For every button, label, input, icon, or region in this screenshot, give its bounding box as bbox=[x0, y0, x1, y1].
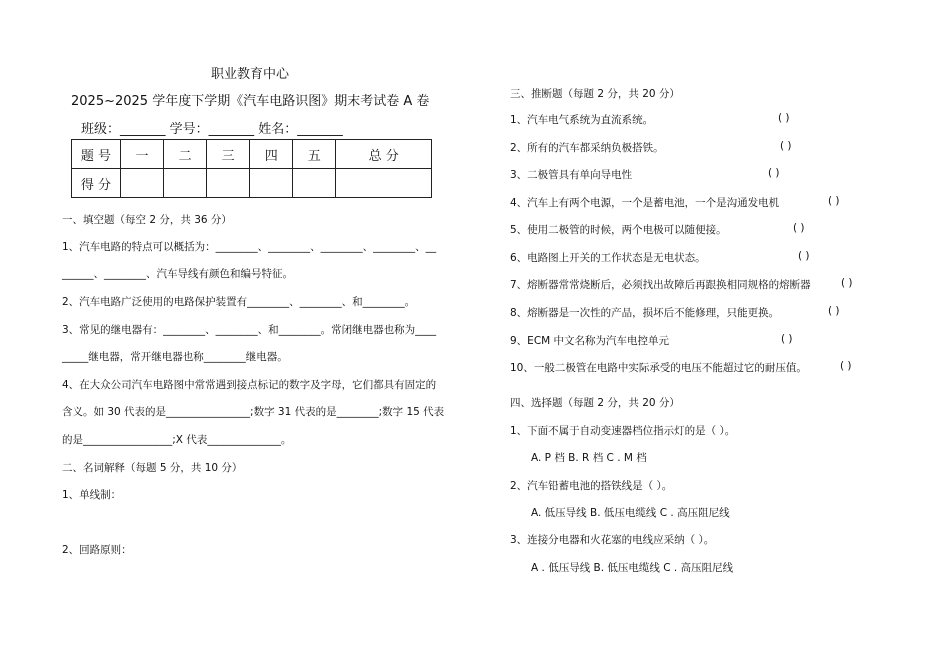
judgment-mark[interactable]: ( ) bbox=[798, 250, 810, 262]
choice-question: 3、连接分电器和火花塞的电线应采纳（ ）。 bbox=[510, 534, 715, 546]
judgment-item: 1、汽车电气系统为直流系统。 bbox=[510, 114, 654, 126]
section1-line: 含义。如 30 代表的是________________;数字 31 代表的是________;数字 15 代表 bbox=[62, 406, 445, 418]
score-row-label: 得 分 bbox=[72, 169, 121, 198]
score-cell: 总 分 bbox=[336, 140, 432, 169]
judgment-item: 3、二极管具有单向导电性 bbox=[510, 169, 633, 181]
judgment-item: 8、熔断器是一次性的产品，损坏后不能修理，只能更换。 bbox=[510, 307, 780, 319]
section1-line: ______、________、汽车导线有颜色和编号特征。 bbox=[62, 268, 293, 280]
choice-options: A . 低压导线 B. 低压电缆线 C . 高压阻尼线 bbox=[531, 562, 734, 574]
choice-question: 2、汽车铅蓄电池的搭铁线是（ ）。 bbox=[510, 480, 673, 492]
score-cell: 一 bbox=[121, 140, 164, 169]
section1-line: 3、常见的继电器有：________、________、和________。常闭继电器也称为____ bbox=[62, 324, 437, 336]
judgment-mark[interactable]: ( ) bbox=[840, 360, 852, 372]
judgment-mark[interactable]: ( ) bbox=[778, 112, 790, 124]
choice-question: 1、下面不属于自动变速器档位指示灯的是（ ）。 bbox=[510, 425, 736, 437]
score-input-cell[interactable] bbox=[207, 169, 250, 198]
section1-line: 2、汽车电路广泛使用的电路保护装置有________、________、和________。 bbox=[62, 296, 416, 308]
judgment-mark[interactable]: ( ) bbox=[780, 140, 792, 152]
judgment-mark[interactable]: ( ) bbox=[768, 167, 780, 179]
score-table-score-row bbox=[72, 169, 432, 198]
exam-title: 2025~2025 学年度下学期《汽车电路识图》期末考试卷 A 卷 bbox=[71, 94, 430, 109]
score-table-header-row bbox=[72, 140, 432, 169]
score-input-cell[interactable] bbox=[336, 169, 432, 198]
judgment-item: 4、汽车上有两个电源，一个是蓄电池，一个是沟通发电机 bbox=[510, 197, 780, 209]
judgment-item: 5、使用二极管的时候，两个电极可以随便接。 bbox=[510, 224, 727, 236]
score-input-cell[interactable] bbox=[250, 169, 293, 198]
score-cell: 四 bbox=[250, 140, 293, 169]
judgment-mark[interactable]: ( ) bbox=[793, 222, 805, 234]
score-input-cell[interactable] bbox=[293, 169, 336, 198]
score-cell: 三 bbox=[207, 140, 250, 169]
section1-line: 4、在大众公司汽车电路图中常常遇到接点标记的数字及字母，它们都具有固定的 bbox=[62, 379, 437, 391]
section2-title: 二、名词解释（每题 5 分，共 10 分） bbox=[62, 462, 243, 474]
score-input-cell[interactable] bbox=[121, 169, 164, 198]
judgment-item: 2、所有的汽车都采纳负极搭铁。 bbox=[510, 142, 664, 154]
section2-question: 2、回路原则： bbox=[62, 544, 132, 556]
score-cell: 五 bbox=[293, 140, 336, 169]
judgment-mark[interactable]: ( ) bbox=[828, 195, 840, 207]
score-input-cell[interactable] bbox=[164, 169, 207, 198]
org-name: 职业教育中心 bbox=[211, 67, 290, 82]
choice-options: A. P 档 B. R 档 C . M 档 bbox=[531, 452, 647, 464]
judgment-item: 7、熔断器常常烧断后，必须找出故障后再跟换相同规格的熔断器 bbox=[510, 279, 811, 291]
judgment-item: 10、一般二极管在电路中实际承受的电压不能超过它的耐压值。 bbox=[510, 362, 807, 374]
section2-question: 1、单线制： bbox=[62, 489, 122, 501]
judgment-item: 9、ECM 中文名称为汽车电控单元 bbox=[510, 335, 670, 347]
score-table bbox=[71, 139, 432, 198]
section3-title: 三、推断题（每题 2 分，共 20 分） bbox=[510, 88, 680, 100]
section1-line: _____继电器，常开继电器也称________继电器。 bbox=[62, 351, 288, 363]
section4-title: 四、选择题（每题 2 分，共 20 分） bbox=[510, 397, 680, 409]
section1-title: 一、填空题（每空 2 分，共 36 分） bbox=[62, 214, 232, 226]
judgment-mark[interactable]: ( ) bbox=[781, 333, 793, 345]
section1-line: 的是_________________;X 代表______________。 bbox=[62, 434, 292, 446]
section1-line: 1、汽车电路的特点可以概括为：________、________、________、________、__ bbox=[62, 241, 437, 253]
choice-options: A. 低压导线 B. 低压电缆线 C . 高压阻尼线 bbox=[531, 507, 730, 519]
score-cell: 题 号 bbox=[72, 140, 121, 169]
judgment-mark[interactable]: ( ) bbox=[828, 305, 840, 317]
judgment-item: 6、电路图上开关的工作状态是无电状态。 bbox=[510, 252, 706, 264]
judgment-mark[interactable]: ( ) bbox=[841, 277, 853, 289]
student-info: 班级：_______ 学号：_______ 姓名：_______ bbox=[81, 122, 343, 137]
score-cell: 二 bbox=[164, 140, 207, 169]
